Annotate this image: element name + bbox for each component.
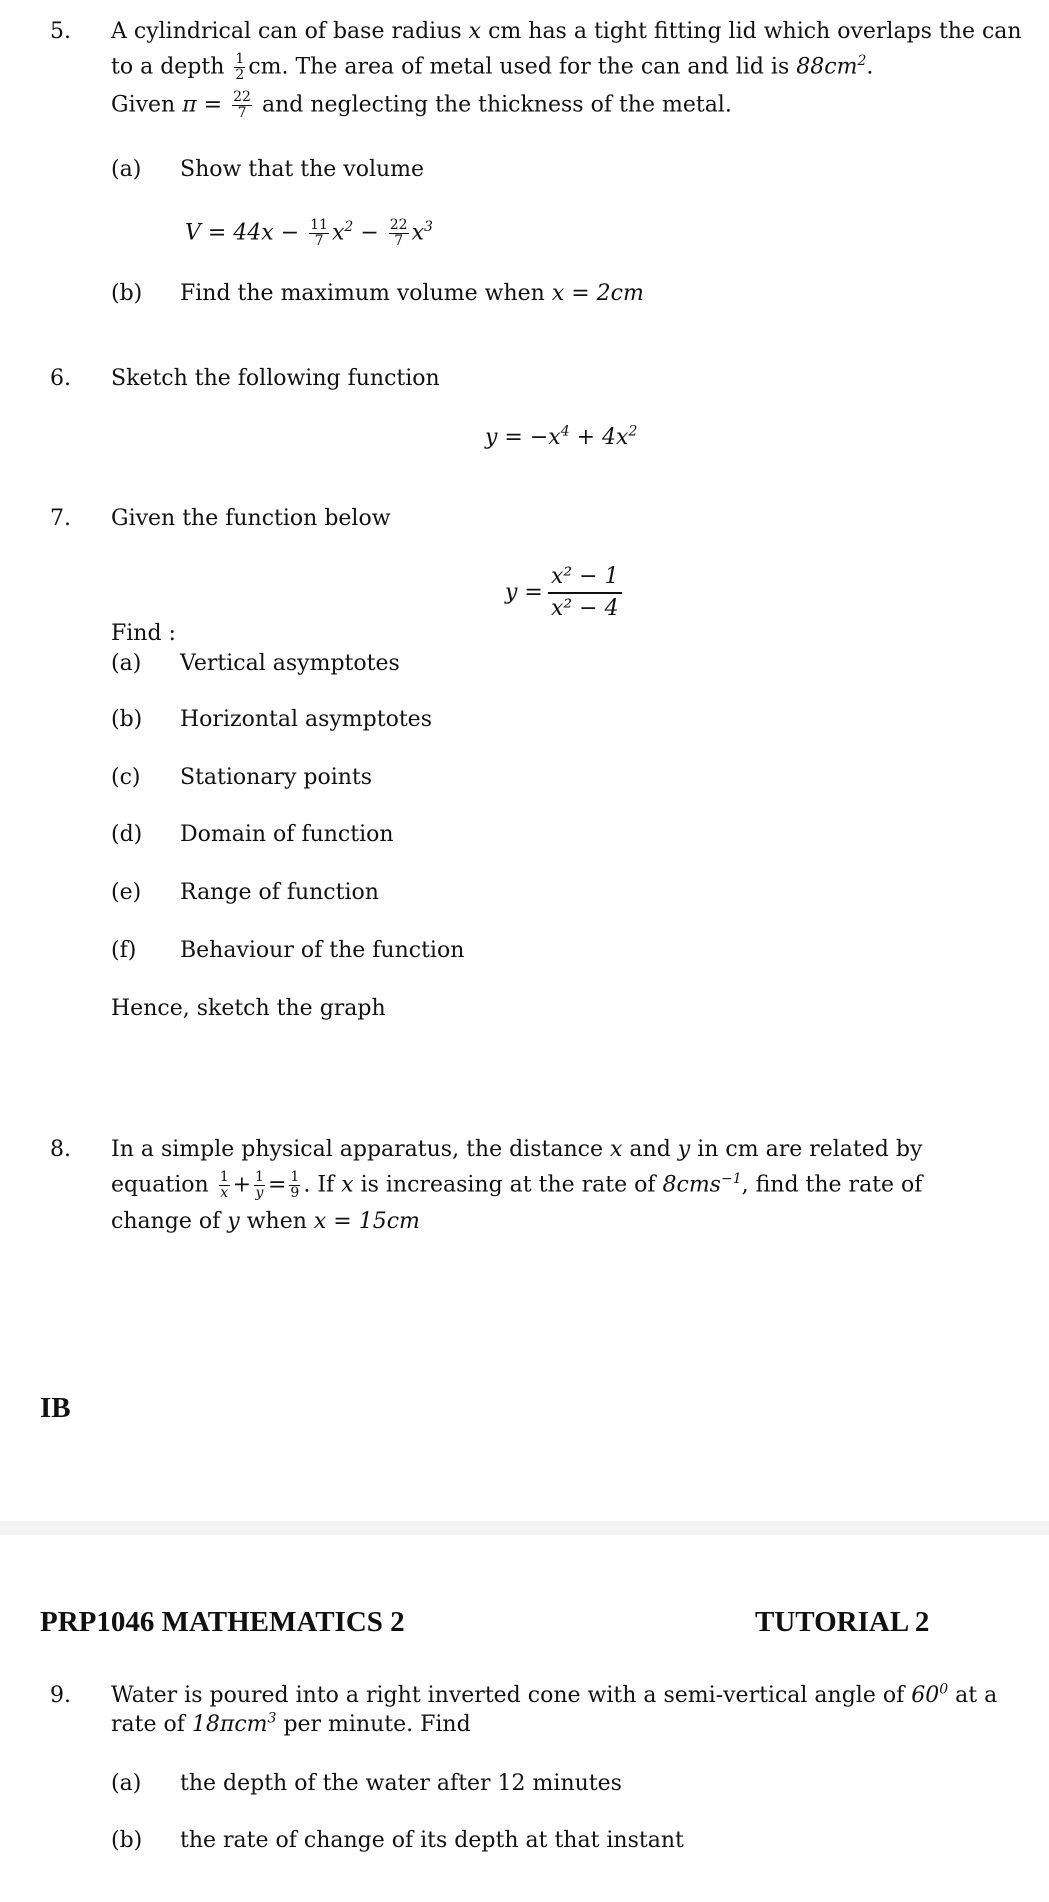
q9-b-text: the rate of change of its depth at that instant xyxy=(180,1828,684,1853)
q7-item-text: Stationary points xyxy=(180,765,373,790)
q5-number: 5. xyxy=(50,19,71,44)
q7-equation: y = $\frac{\text{x² − 1}}{\text{x² − 4}}$ xyxy=(505,562,622,624)
q9-a-text: the depth of the water after 12 minutes xyxy=(180,1771,622,1796)
q5-a-label: (a) xyxy=(111,157,142,182)
q9-b-label: (b) xyxy=(111,1828,143,1853)
tutorial-title: TUTORIAL 2 xyxy=(755,1606,930,1638)
q5-a-text: Show that the volume xyxy=(180,157,425,182)
q5-line1: A cylindrical can of base radius x cm has a tight fitting lid which overlaps the can xyxy=(111,19,1022,44)
q7-item-text: Range of function xyxy=(180,880,379,905)
q7-item-label: (b) xyxy=(111,707,143,732)
q7-text: Given the function below xyxy=(111,506,391,531)
q9-line1: Water is poured into a right inverted cone with a semi-vertical angle of $60^0$ at a xyxy=(111,1681,998,1708)
q7-item-label: (a) xyxy=(111,651,142,676)
q8-number: 8. xyxy=(50,1137,71,1162)
q6-text: Sketch the following function xyxy=(111,366,440,391)
q5-line3: Given π = $\frac{22}{7}$ and neglecting the thickness of the metal. xyxy=(111,89,732,121)
q9-a-label: (a) xyxy=(111,1771,142,1796)
q5-line2: to a depth $\frac{1}{2}$ cm. The area of metal used for the can and lid is $88cm^2$. xyxy=(111,51,874,83)
page-separator xyxy=(0,1521,1049,1535)
q7-find: Find : xyxy=(111,621,176,646)
q6-equation: $y = -x^4 + 4x^2$ xyxy=(485,423,638,450)
q7-item-label: (e) xyxy=(111,880,142,905)
course-title: PRP1046 MATHEMATICS 2 xyxy=(40,1606,405,1638)
q7-item-label: (c) xyxy=(111,765,141,790)
q7-item-text: Domain of function xyxy=(180,822,394,847)
q5-b-text: Find the maximum volume when x = 2cm xyxy=(180,281,644,306)
q8-line1: In a simple physical apparatus, the distance x and y in cm are related by xyxy=(111,1137,923,1162)
q7-item-text: Behaviour of the function xyxy=(180,938,465,963)
q8-line2: equation $\frac{1}{x}$ + $\frac{1}{y}$ = $\frac{1}{9}$ . If x is increasing at the rate of 8cms$^{-1}$, find the rate of xyxy=(111,1169,923,1201)
q6-number: 6. xyxy=(50,366,71,391)
ib-label: IB xyxy=(40,1392,71,1424)
q9-line2: rate of 18πcm$^3$ per minute. Find xyxy=(111,1710,471,1737)
q7-hence: Hence, sketch the graph xyxy=(111,996,386,1021)
q7-item-label: (d) xyxy=(111,822,143,847)
q7-item-label: (f) xyxy=(111,938,137,963)
q7-item-text: Vertical asymptotes xyxy=(180,651,400,676)
q5-volume-equation: V = 44x − $\frac{11}{7}$ $x^2$ − $\frac{22}{7}$ $x^3$ xyxy=(185,217,433,249)
q7-number: 7. xyxy=(50,506,71,531)
q7-item-text: Horizontal asymptotes xyxy=(180,707,432,732)
q9-number: 9. xyxy=(50,1683,71,1708)
q8-line3: change of y when x = 15cm xyxy=(111,1209,420,1234)
q5-b-label: (b) xyxy=(111,281,143,306)
